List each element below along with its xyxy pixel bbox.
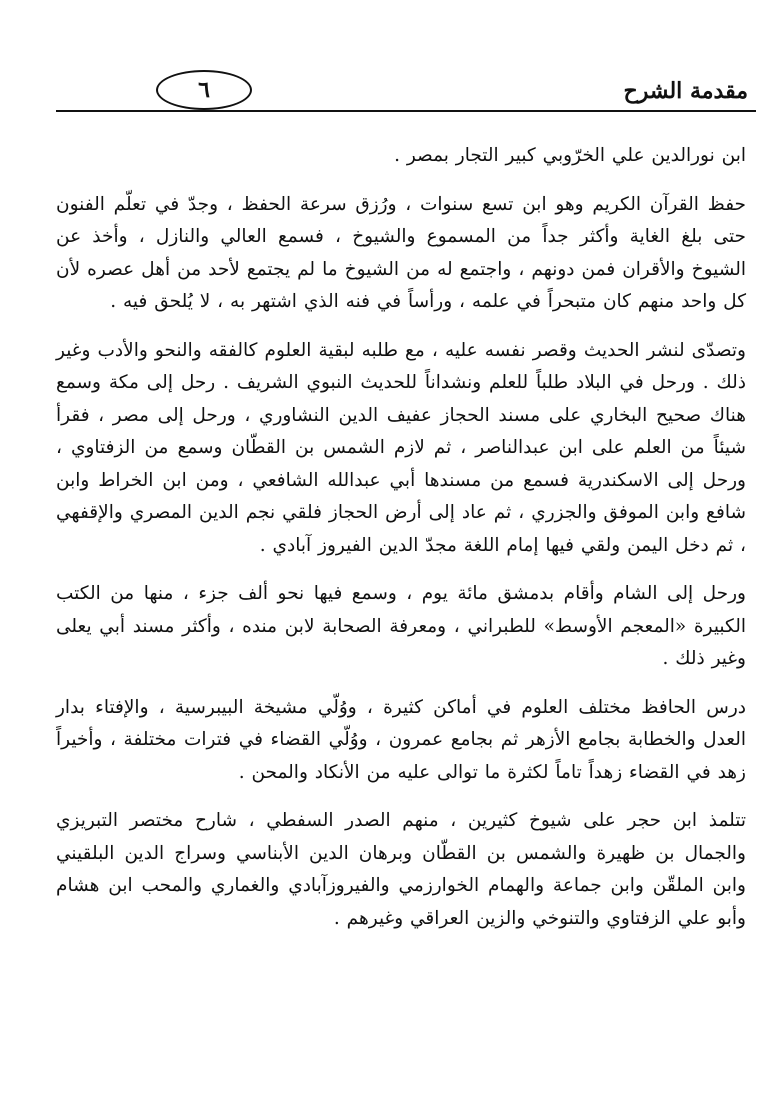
paragraph-1: ابن نورالدين علي الخرّوبي كبير التجار بمصر . (394, 145, 746, 166)
page-number: ٦ (156, 70, 252, 110)
paragraph-6: تتلمذ ابن حجر على شيوخ كثيرين ، منهم الصدر السفطي ، شارح مختصر التبريزي والجمال بن ظهيرة والشمس بن القطّان وبرهان الدين الأبناسي وسراج الدين البلقيني وابن الملقّن وابن جماعة والهمام الخوارزمي والفيروزآبادي والغماري والمحب ابن هشام وأبو علي الزفتاوي والتنوخي والزين العراقي وغيرهم . (56, 810, 746, 929)
header-rule (56, 110, 756, 112)
paragraph-3: وتصدّى لنشر الحديث وقصر نفسه عليه ، مع طلبه لبقية العلوم كالفقه والنحو والأدب وغير ذلك . ورحل في البلاد طلباً للعلم ونشداناً للحديث النبوي الشريف . رحل إلى مكة وسمع هناك صحيح البخاري على مسند الحجاز عفيف الدين النشاوري ، ورحل إلى مصر ، فقرأ شيئاً من العلم على ابن عبدالناصر ، ثم لازم الشمس بن القطّان وسمع من الزفتاوي ، ورحل إلى الاسكندرية فسمع من مسندها أبي عبدالله الشافعي ، ومن ابن الخراط وابن شافع وابن الموفق والجزري ، ثم عاد إلى أرض الحجاز فلقي نجم الدين المصري والإقفهي ، ثم دخل اليمن ولقي فيها إمام اللغة مجدّ الدين الفيروز آبادي . (56, 339, 747, 556)
paragraph-2: حفظ القرآن الكريم وهو ابن تسع سنوات ، ورُزق سرعة الحفظ ، وجدّ في تعلّم الفنون حتى بلغ الغاية وأكثر جداً من المسموع والشيوخ ، فسمع العالي والنازل ، وأخذ عن الشيوخ والأقران فمن دونهم ، واجتمع له من الشيوخ ما لم يجتمع لأحد من أهل عصره لأن كل واحد منهم كان متبحراً في علمه ، ورأساً في فنه الذي اشتهر به ، لا يُلحق فيه . (56, 193, 746, 312)
paragraph-5: درس الحافظ مختلف العلوم في أماكن كثيرة ، ووُلّي مشيخة البيبرسية ، والإفتاء بدار العدل والخطابة بجامع الأزهر ثم بجامع عمرون ، ووُلّي القضاء في فترات مختلفة ، وأخيراً زهد في القضاء زهداً تاماً لكثرة ما توالى عليه من الأنكاد والمحن . (56, 696, 746, 783)
header-title: مقدمة الشرح (623, 78, 748, 104)
body-text (56, 140, 746, 951)
page-header (56, 70, 756, 114)
paragraph-4: ورحل إلى الشام وأقام بدمشق مائة يوم ، وسمع فيها نحو ألف جزء ، منها من الكتب الكبيرة «المعجم الأوسط» للطبراني ، ومعرفة الصحابة لابن منده ، وأكثر مسند أبي يعلى وغير ذلك . (56, 583, 746, 669)
